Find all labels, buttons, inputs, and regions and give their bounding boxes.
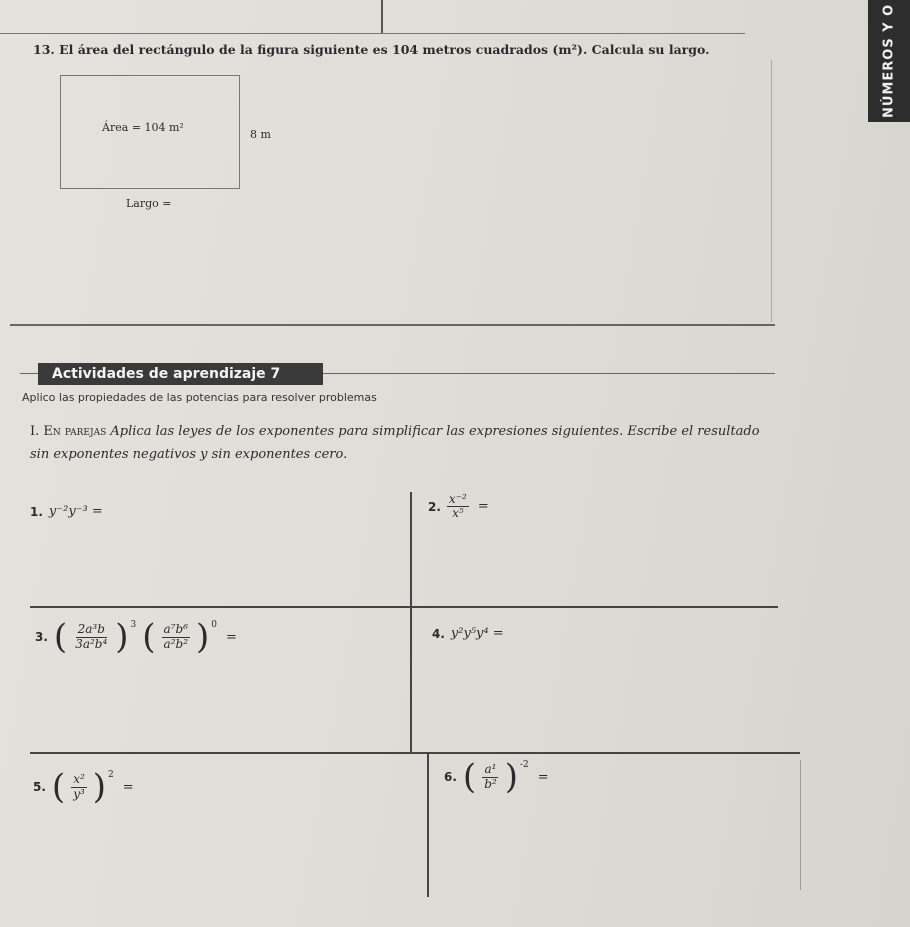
exercise-3[interactable]: 3. ( $\frac{\text{2a³b}}{\text{3a²b⁴}}$ ) 3 ( $\frac{\text{a⁷b⁶}}{\text{a²b²}}$ ) 0 = (35, 617, 237, 657)
grid-line (410, 492, 412, 752)
exercise-3-fraction-1: $\frac{\text{2a³b}}{\text{3a²b⁴}}$ (75, 622, 108, 651)
exercise-6[interactable]: 6. ( $\frac{\text{a¹}}{\text{b²}}$ ) -2 = (444, 757, 549, 797)
chapter-side-tab: NÚMEROS Y O (868, 0, 910, 122)
exercise-1-expression: y⁻²y⁻³ = (48, 504, 103, 519)
instruction-lead: I. En parejas (30, 424, 107, 439)
area-label: Área = 104 m² (102, 121, 184, 134)
exercise-2[interactable]: 2. $\frac{\text{x⁻²}}{\text{x⁵}}$ = (428, 492, 489, 521)
exercise-1[interactable]: 1. y⁻²y⁻³ = (30, 504, 103, 519)
activity-subtitle: Aplico las propiedades de las potencias para resolver problemas (22, 391, 377, 404)
activity-instruction (30, 420, 775, 466)
divider (771, 60, 772, 322)
exercise-4[interactable]: 4. y²y⁵y⁴ = (432, 626, 504, 641)
grid-line (30, 606, 778, 608)
section-divider (10, 324, 775, 326)
height-label: 8 m (250, 128, 271, 141)
exercise-6-fraction: $\frac{\text{a¹}}{\text{b²}}$ (484, 762, 497, 791)
exercise-3-fraction-2: $\frac{\text{a⁷b⁶}}{\text{a²b²}}$ (163, 622, 189, 651)
exercise-5[interactable]: 5. ( $\frac{\text{x²}}{\text{y³}}$ ) 2 = (33, 767, 134, 807)
grid-line (800, 760, 801, 890)
exercise-4-expression: y²y⁵y⁴ = (450, 626, 504, 641)
exercise-2-fraction: $\frac{\text{x⁻²}}{\text{x⁵}}$ (448, 492, 467, 521)
length-answer-label: Largo = (126, 197, 172, 210)
grid-line (427, 752, 429, 897)
activity-title: Actividades de aprendizaje 7 (38, 363, 323, 385)
question-13: 13. El área del rectángulo de la figura siguiente es 104 metros cuadrados (m²). Calcula su largo. (33, 42, 710, 57)
instruction-text: Aplica las leyes de los exponentes para simplificar las expresiones siguientes. Escribe el resultado sin exponentes negativos y sin exponentes cero. (30, 424, 760, 462)
divider (381, 0, 383, 34)
grid-line (30, 752, 800, 754)
exercise-5-fraction: $\frac{\text{x²}}{\text{y³}}$ (73, 772, 85, 801)
divider (0, 33, 745, 34)
